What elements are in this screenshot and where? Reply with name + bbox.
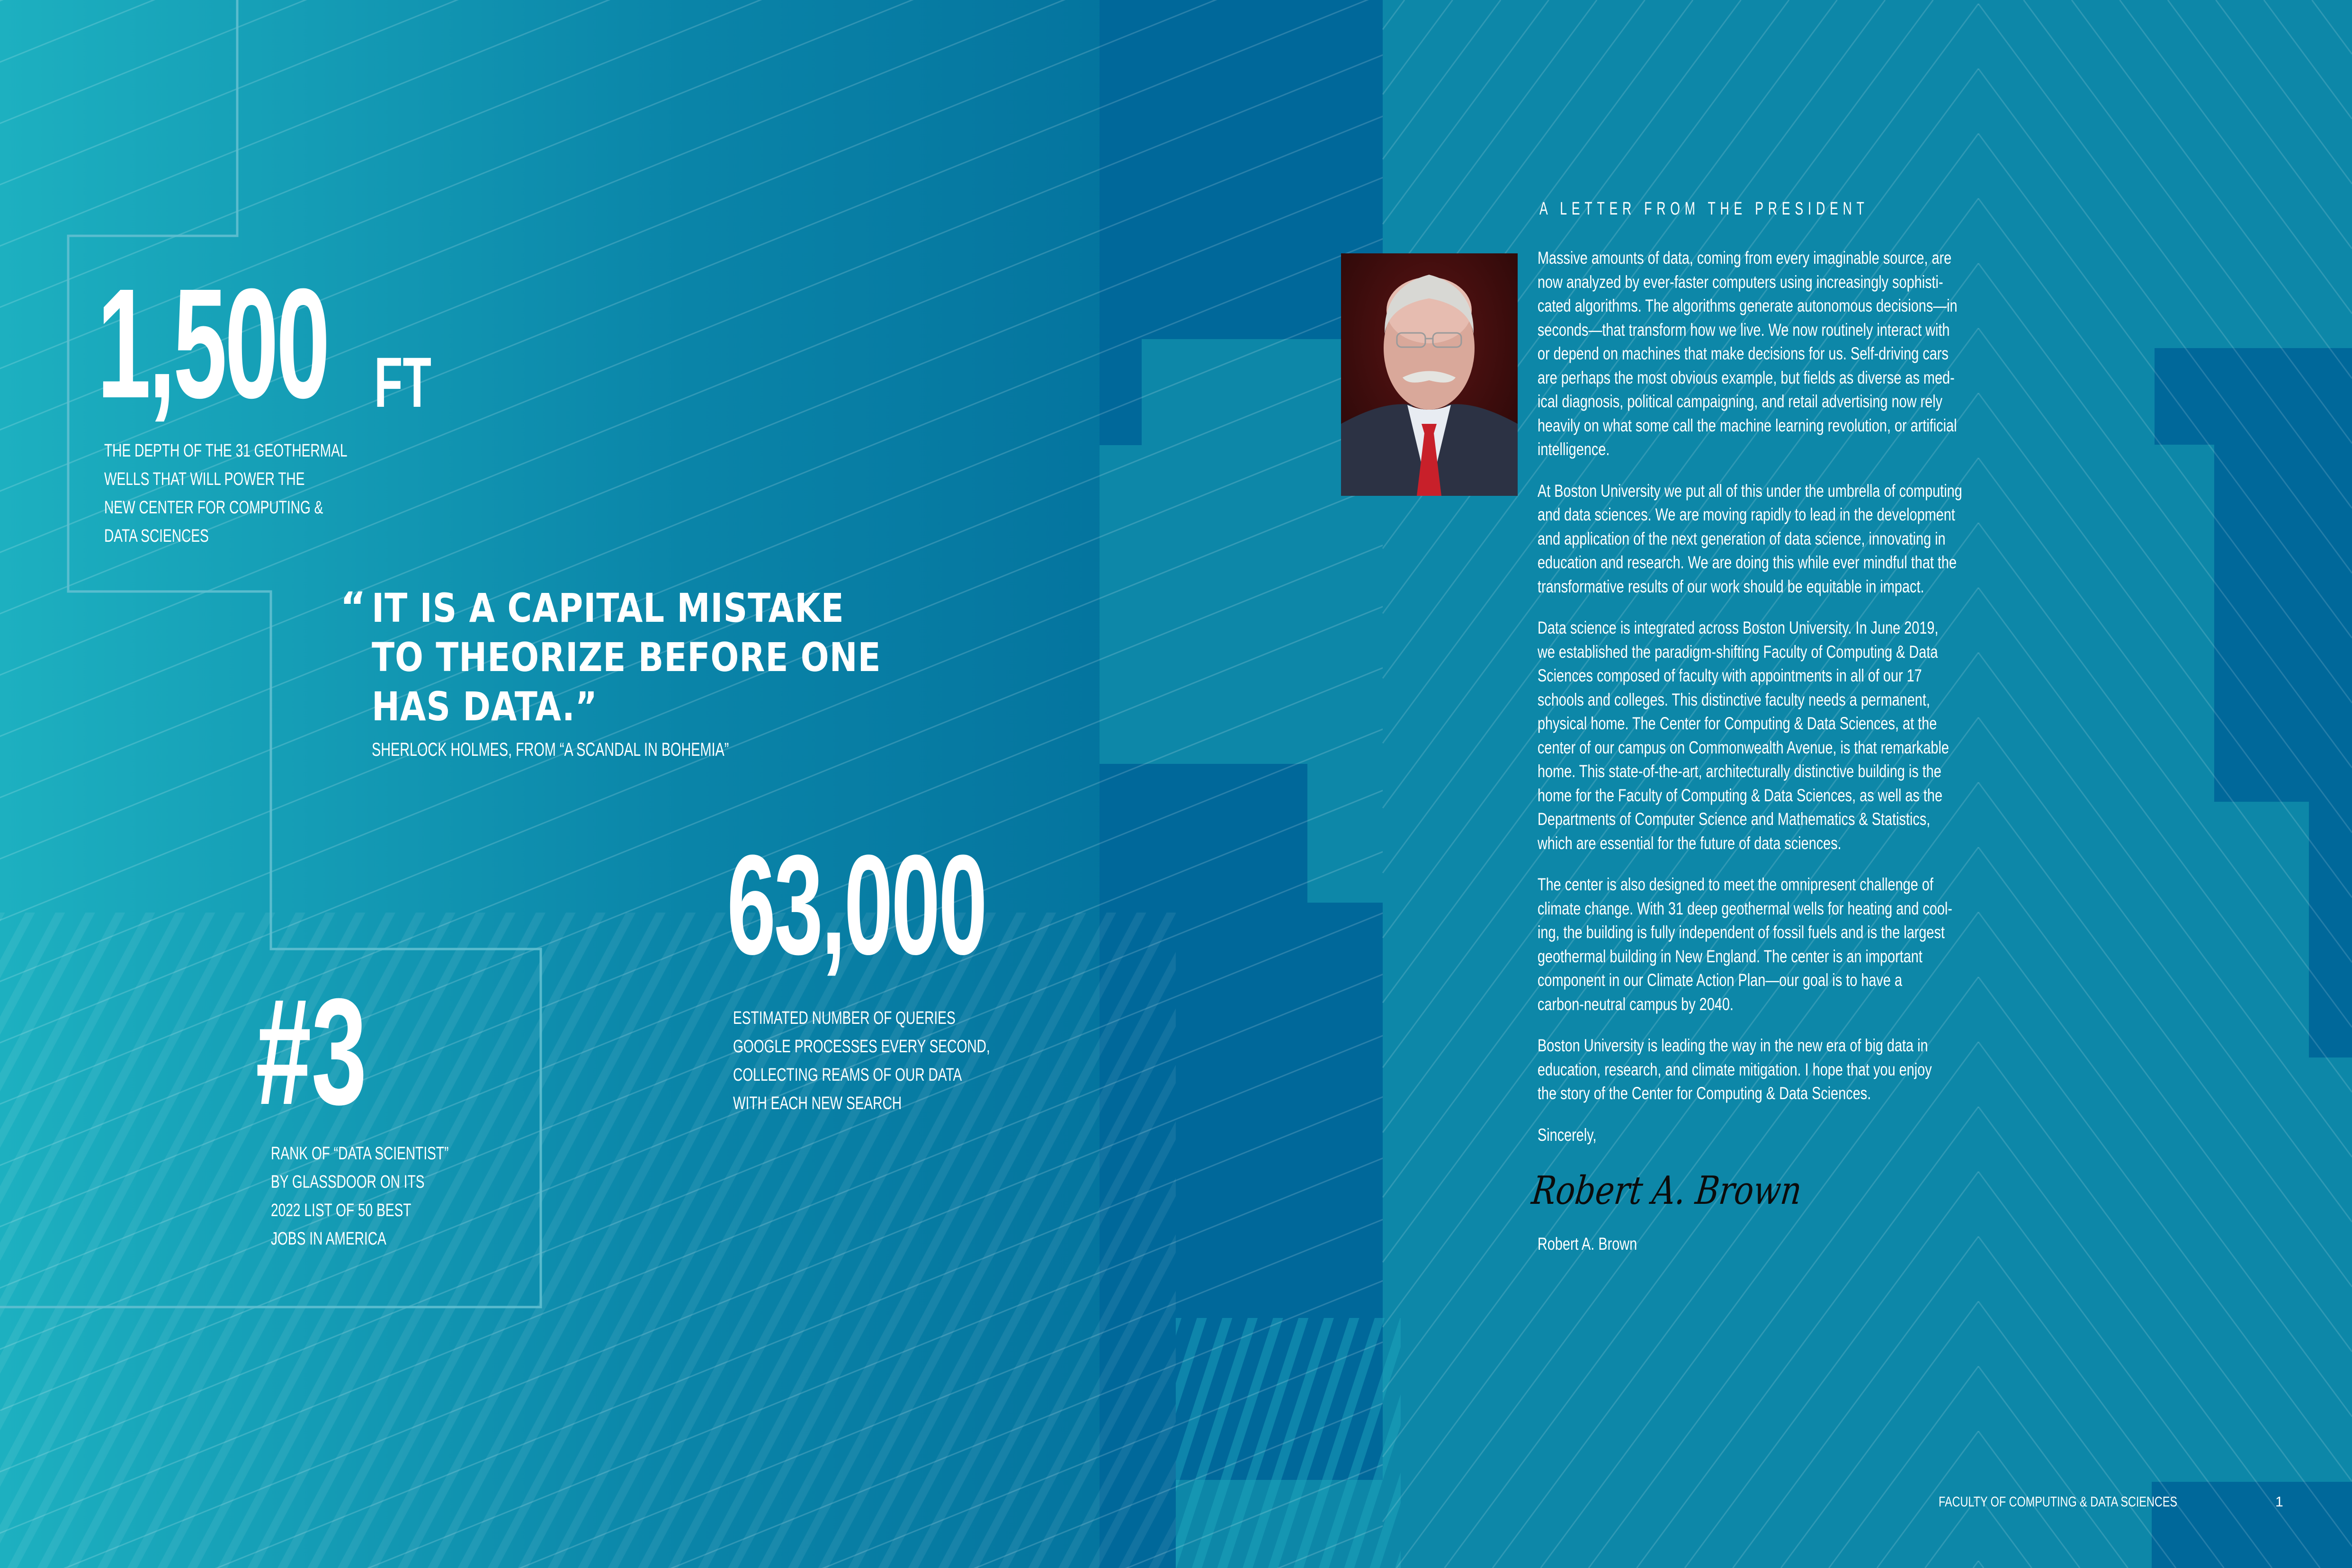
letter-line: ing, the building is fully independent of fossil fuels and is the largest (1538, 923, 1945, 942)
letter-line: Data science is integrated across Boston University. In June 2019, (1538, 618, 1939, 637)
footer-publication-label: FACULTY OF COMPUTING & DATA SCIENCES (1939, 1494, 2178, 1510)
letter-line: At Boston University we put all of this under the umbrella of computing (1538, 481, 1962, 501)
letter-line: physical home. The Center for Computing & Data Sciences, at the (1538, 714, 1937, 733)
letter-line: and application of the next generation of data science, innovating in (1538, 529, 1946, 548)
signer-name: Robert A. Brown (1538, 1234, 1637, 1254)
open-quote-mark: “ (340, 583, 367, 630)
quote-line: HAS DATA.” (372, 683, 598, 730)
stat-queries-description: ESTIMATED NUMBER OF QUERIES GOOGLE PROCESSES EVERY SECOND, COLLECTING REAMS OF OUR DATA WITH EACH NEW SEARCH (733, 1008, 990, 1113)
handwritten-signature: Robert A. Brown (1529, 1168, 1804, 1213)
letter-line: schools and colleges. This distinctive faculty needs a permanent, (1538, 690, 1930, 709)
letter-line: now analyzed by ever-faster computers using increasingly sophisti- (1538, 272, 1943, 292)
letter-line: carbon-neutral campus by 2040. (1538, 994, 1734, 1014)
letter-body (1529, 246, 2106, 1274)
letter-closing: Sincerely, (1538, 1125, 1597, 1145)
letter-line: Departments of Computer Science and Mathematics & Statistics, (1538, 809, 1931, 829)
letter-line: Boston University is leading the way in the new era of big data in (1538, 1036, 1928, 1055)
stat-depth-value: 1,500 (97, 256, 328, 430)
stat-rank-value: #3 (256, 967, 367, 1136)
letter-line: geothermal building in New England. The center is an important (1538, 946, 1923, 966)
letter-line: education and research. We are doing this while ever mindful that the (1538, 553, 1957, 572)
letter-line: education, research, and climate mitigation. I hope that you enjoy (1538, 1059, 1932, 1079)
letter-line: The center is also designed to meet the omnipresent challenge of (1538, 875, 1933, 894)
letter-line: we established the paradigm-shifting Faculty of Computing & Data (1538, 642, 1938, 662)
letter-line: ical diagnosis, political campaigning, and retail advertising now rely (1538, 392, 1943, 411)
stat-depth-unit: FT (374, 342, 431, 422)
letter-paragraph (1538, 873, 2106, 1016)
letter-paragraph (1538, 616, 2106, 855)
letter-line: which are essential for the future of data sciences. (1538, 833, 1842, 853)
letter-line: heavily on what some call the machine learning revolution, or artificial (1538, 415, 1957, 435)
letter-line: home. This state-of-the-art, architecturally distinctive building is the (1538, 762, 1941, 781)
letter-line: seconds—that transform how we live. We now routinely interact with (1538, 320, 1950, 340)
letter-heading: A LETTER FROM THE PRESIDENT (1539, 199, 1869, 219)
letter-line: climate change. With 31 deep geothermal wells for heating and cool- (1538, 898, 1952, 918)
letter-line: home for the Faculty of Computing & Data Sciences, as well as the (1538, 785, 1943, 805)
pull-quote (340, 583, 978, 731)
page-number: 1 (2275, 1494, 2283, 1510)
letter-line: intelligence. (1538, 439, 1610, 459)
letter-paragraph (1538, 1034, 2106, 1106)
letter-line: cated algorithms. The algorithms generate autonomous decisions—in (1538, 296, 1958, 315)
letter-line: center of our campus on Commonwealth Avenue, is that remarkable (1538, 737, 1949, 757)
quote-line: IT IS A CAPITAL MISTAKE (372, 585, 844, 631)
stat-depth-description: THE DEPTH OF THE 31 GEOTHERMAL WELLS THAT WILL POWER THE NEW CENTER FOR COMPUTING & DATA SCIENCES (104, 441, 348, 546)
letter-line: Massive amounts of data, coming from every imaginable source, are (1538, 248, 1952, 268)
president-portrait-photo (1341, 253, 1518, 496)
letter-line: the story of the Center for Computing & Data Sciences. (1538, 1084, 1871, 1103)
letter-line: Sciences composed of faculty with appointments in all of our 17 (1538, 666, 1922, 685)
stat-queries-value: 63,000 (727, 825, 986, 984)
stat-rank-description: RANK OF “DATA SCIENTIST” BY GLASSDOOR ON ITS 2022 LIST OF 50 BEST JOBS IN AMERICA (271, 1144, 449, 1249)
letter-line: transformative results of our work should be equitable in impact. (1538, 576, 1924, 596)
letter-paragraph (1538, 479, 2106, 599)
letter-paragraph (1538, 246, 2106, 462)
quote-attribution: SHERLOCK HOLMES, FROM “A SCANDAL IN BOHEMIA” (372, 739, 729, 760)
letter-line: are perhaps the most obvious example, but fields as diverse as med- (1538, 367, 1955, 387)
letter-line: and data sciences. We are moving rapidly to lead in the development (1538, 505, 1955, 524)
portrait-icon (1341, 253, 1518, 496)
letter-line: component in our Climate Action Plan—our goal is to have a (1538, 970, 1903, 990)
quote-line: TO THEORIZE BEFORE ONE (372, 634, 881, 681)
letter-line: or depend on machines that make decisions for us. Self-driving cars (1538, 344, 1949, 363)
